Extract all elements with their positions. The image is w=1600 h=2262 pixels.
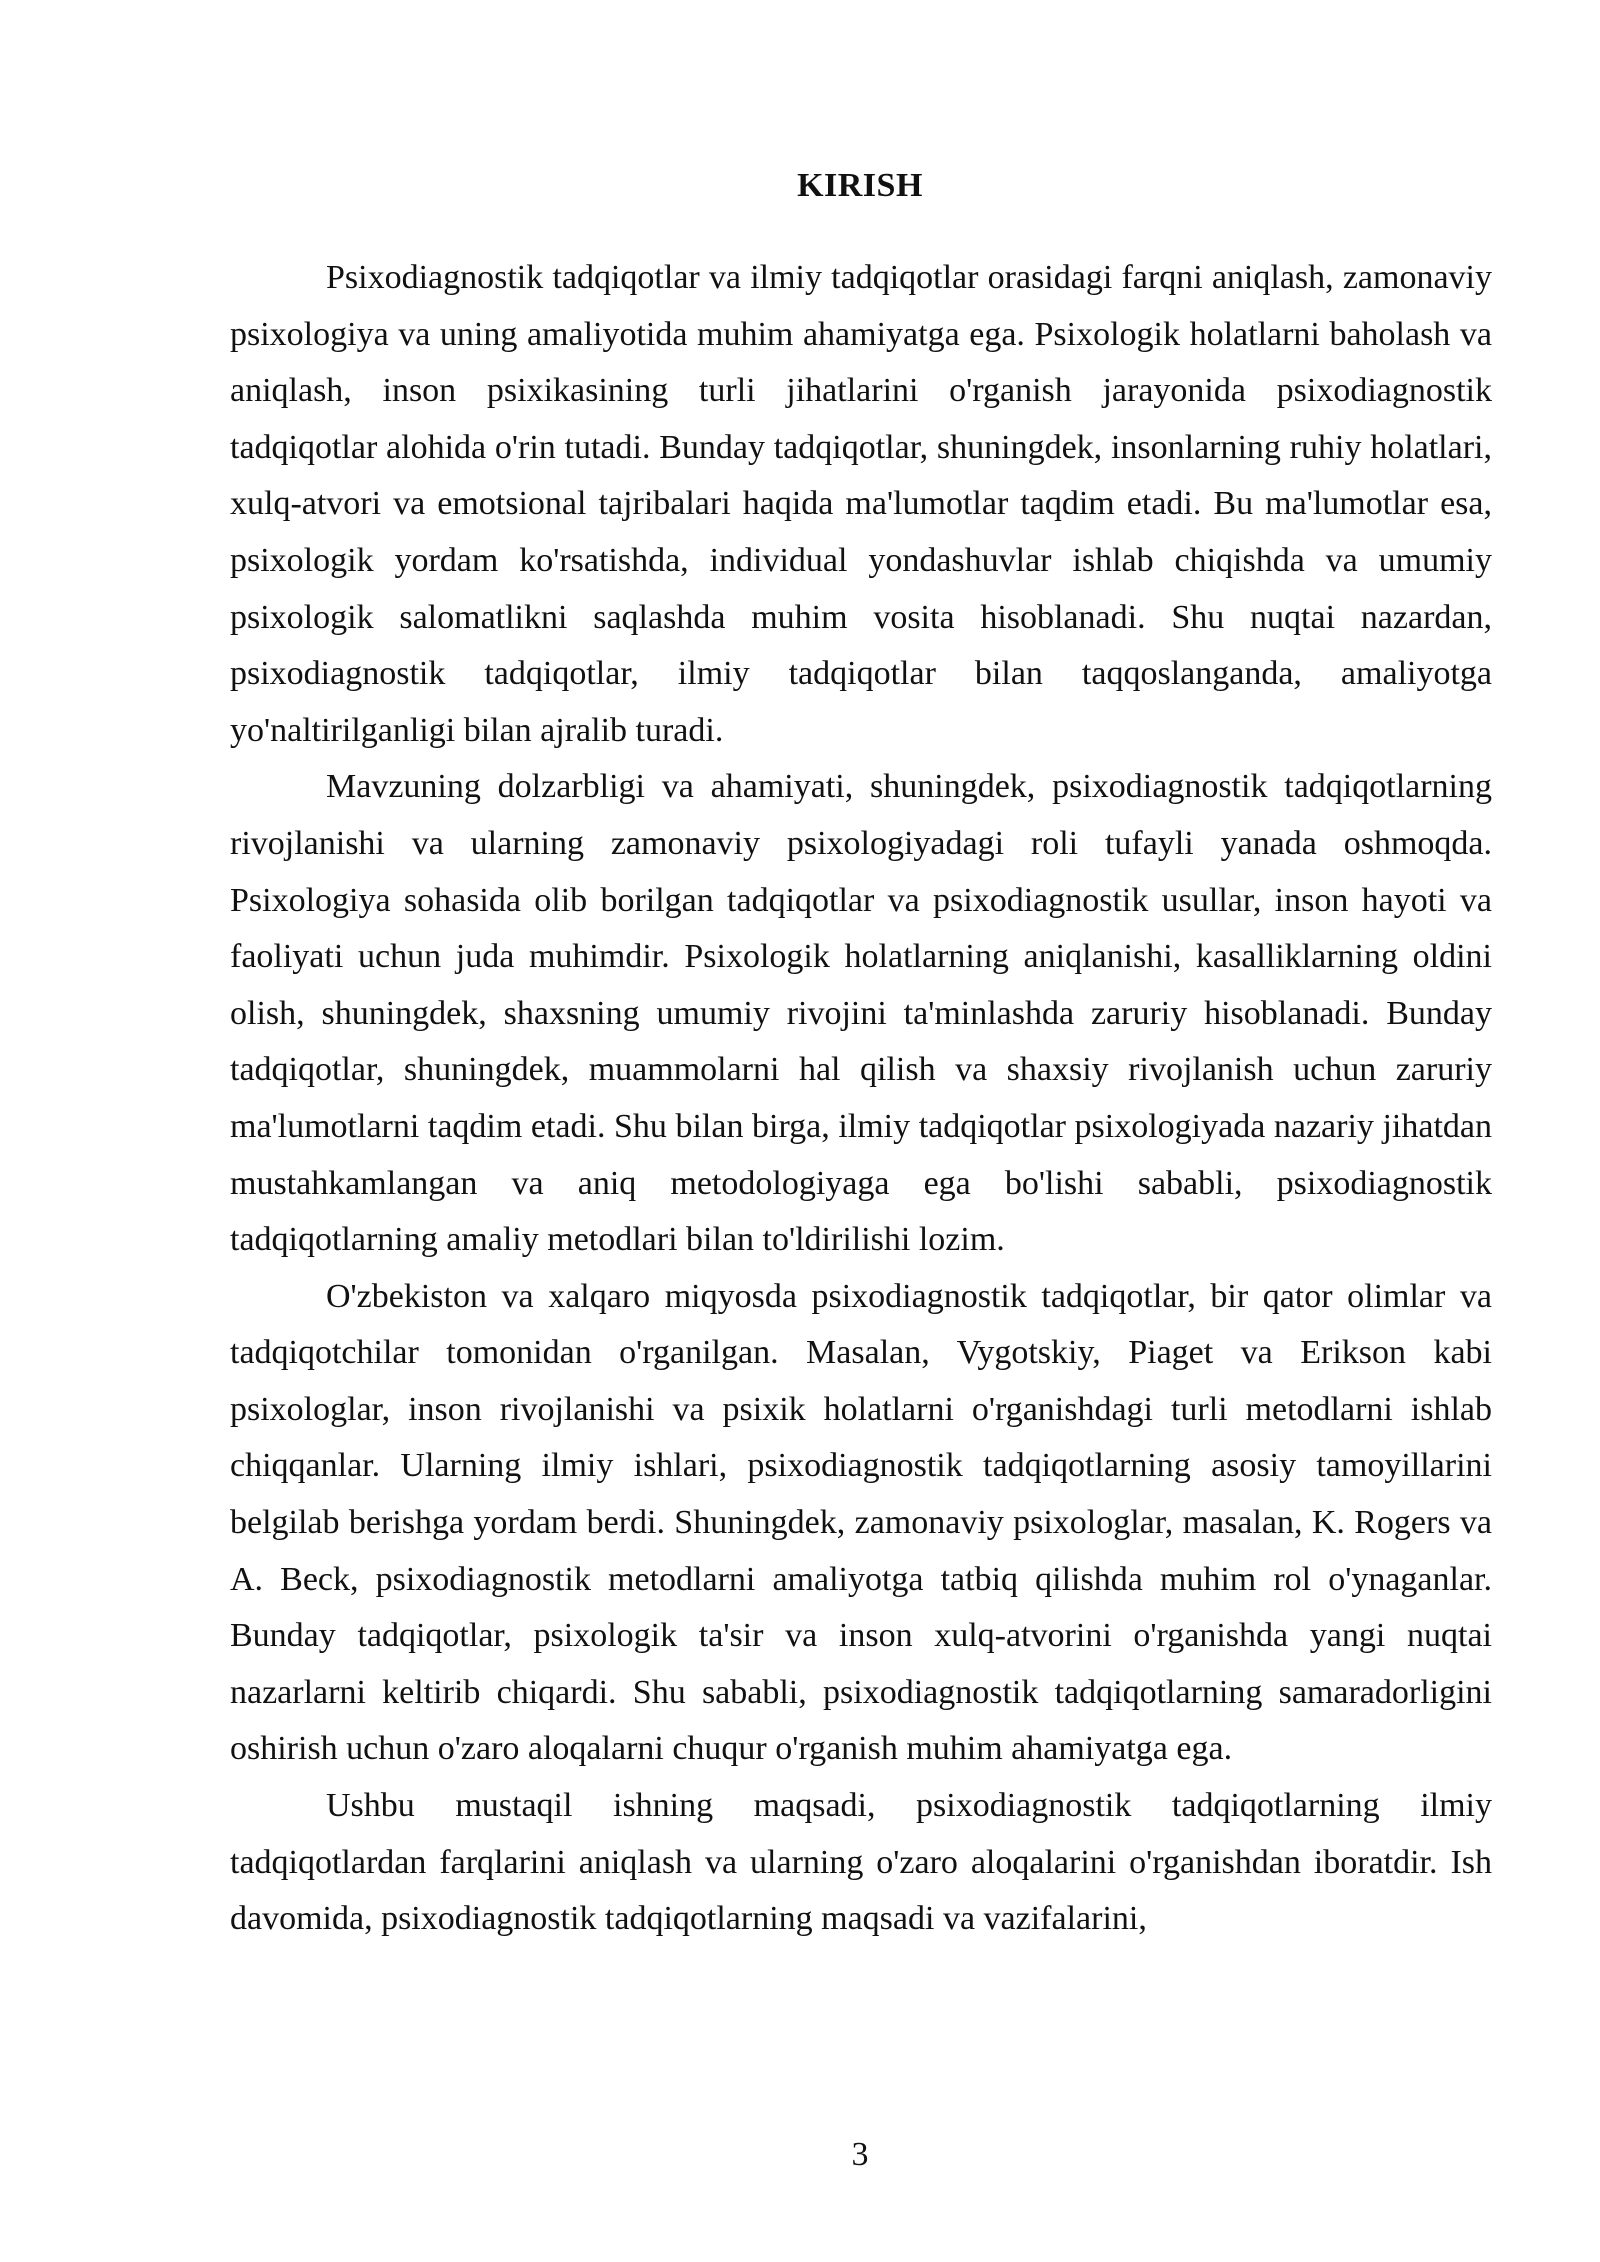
paragraph-goal: Ushbu mustaqil ishning maqsadi, psixodiagnostik tadqiqotlarning ilmiy tadqiqotlardan farqlarini aniqlash va ularning o'zaro aloqalarini o'rganishdan iboratdir. Ish davomida, psixodiagnostik tadqiqotlarning maqsadi va vazifalarini, (230, 1787, 1492, 1938)
paragraph-relevance: Mavzuning dolzarbligi va ahamiyati, shuningdek, psixodiagnostik tadqiqotlarning rivojlanishi va ularning zamonaviy psixologiyadagi roli tufayli yanada oshmoqda. Psixologiya sohasida olib borilgan tadqiqotlar va psixodiagnostik usullar, inson hayoti va faoliyati uchun juda muhimdir. Psixologik holatlarning aniqlanishi, kasalliklarning oldini olish, shuningdek, shaxsning umumiy rivojini ta'minlashda zaruriy hisoblanadi. Bunday tadqiqotlar, shuningdek, muammolarni hal qilish va shaxsiy rivojlanish uchun zaruriy ma'lumotlarni taqdim etadi. Shu bilan birga, ilmiy tadqiqotlar psixologiyada nazariy jihatdan mustahkamlangan va aniq metodologiyaga ega bo'lishi sababli, psixodiagnostik tadqiqotlarning amaliy metodlari bilan to'ldirilishi lozim. (230, 768, 1492, 1259)
page-number: 3 (851, 2136, 869, 2173)
paragraph-intro: Psixodiagnostik tadqiqotlar va ilmiy tadqiqotlar orasidagi farqni aniqlash, zamonaviy psixologiya va uning amaliyotida muhim ahamiyatga ega. Psixologik holatlarni baholash va aniqlash, inson psixikasining turli jihatlarini o'rganish jarayonida psixodiagnostik tadqiqotlar alohida o'rin tutadi. Bunday tadqiqotlar, shuningdek, insonlarning ruhiy holatlari, xulq-atvori va emotsional tajribalari haqida ma'lumotlar taqdim etadi. Bu ma'lumotlar esa, psixologik yordam ko'rsatishda, individual yondashuvlar ishlab chiqishda va umumiy psixologik salomatlikni saqlashda muhim vosita hisoblanadi. Shu nuqtai nazardan, psixodiagnostik tadqiqotlar, ilmiy tadqiqotlar bilan taqqoslanganda, amaliyotga yo'naltirilganligi bilan ajralib turadi. (230, 259, 1492, 749)
section-heading: KIRISH (797, 167, 923, 204)
paragraph-researchers: O'zbekiston va xalqaro miqyosda psixodiagnostik tadqiqotlar, bir qator olimlar va tadqiqotchilar tomonidan o'rganilgan. Masalan, Vygotskiy, Piaget va Erikson kabi psixologlar, inson rivojlanishi va psixik holatlarni o'rganishdagi turli metodlarni ishlab chiqqanlar. Ularning ilmiy ishlari, psixodiagnostik tadqiqotlarning asosiy tamoyillarini belgilab berishga yordam berdi. Shuningdek, zamonaviy psixologlar, masalan, K. Rogers va A. Beck, psixodiagnostik metodlarni amaliyotga tatbiq qilishda muhim rol o'ynaganlar. Bunday tadqiqotlar, psixologik ta'sir va inson xulq-atvorini o'rganishda yangi nuqtai nazarlarni keltirib chiqardi. Shu sababli, psixodiagnostik tadqiqotlarning samaradorligini oshirish uchun o'zaro aloqalarni chuqur o'rganish muhim ahamiyatga ega. (230, 1277, 1492, 1768)
document-body (230, 250, 1492, 1948)
